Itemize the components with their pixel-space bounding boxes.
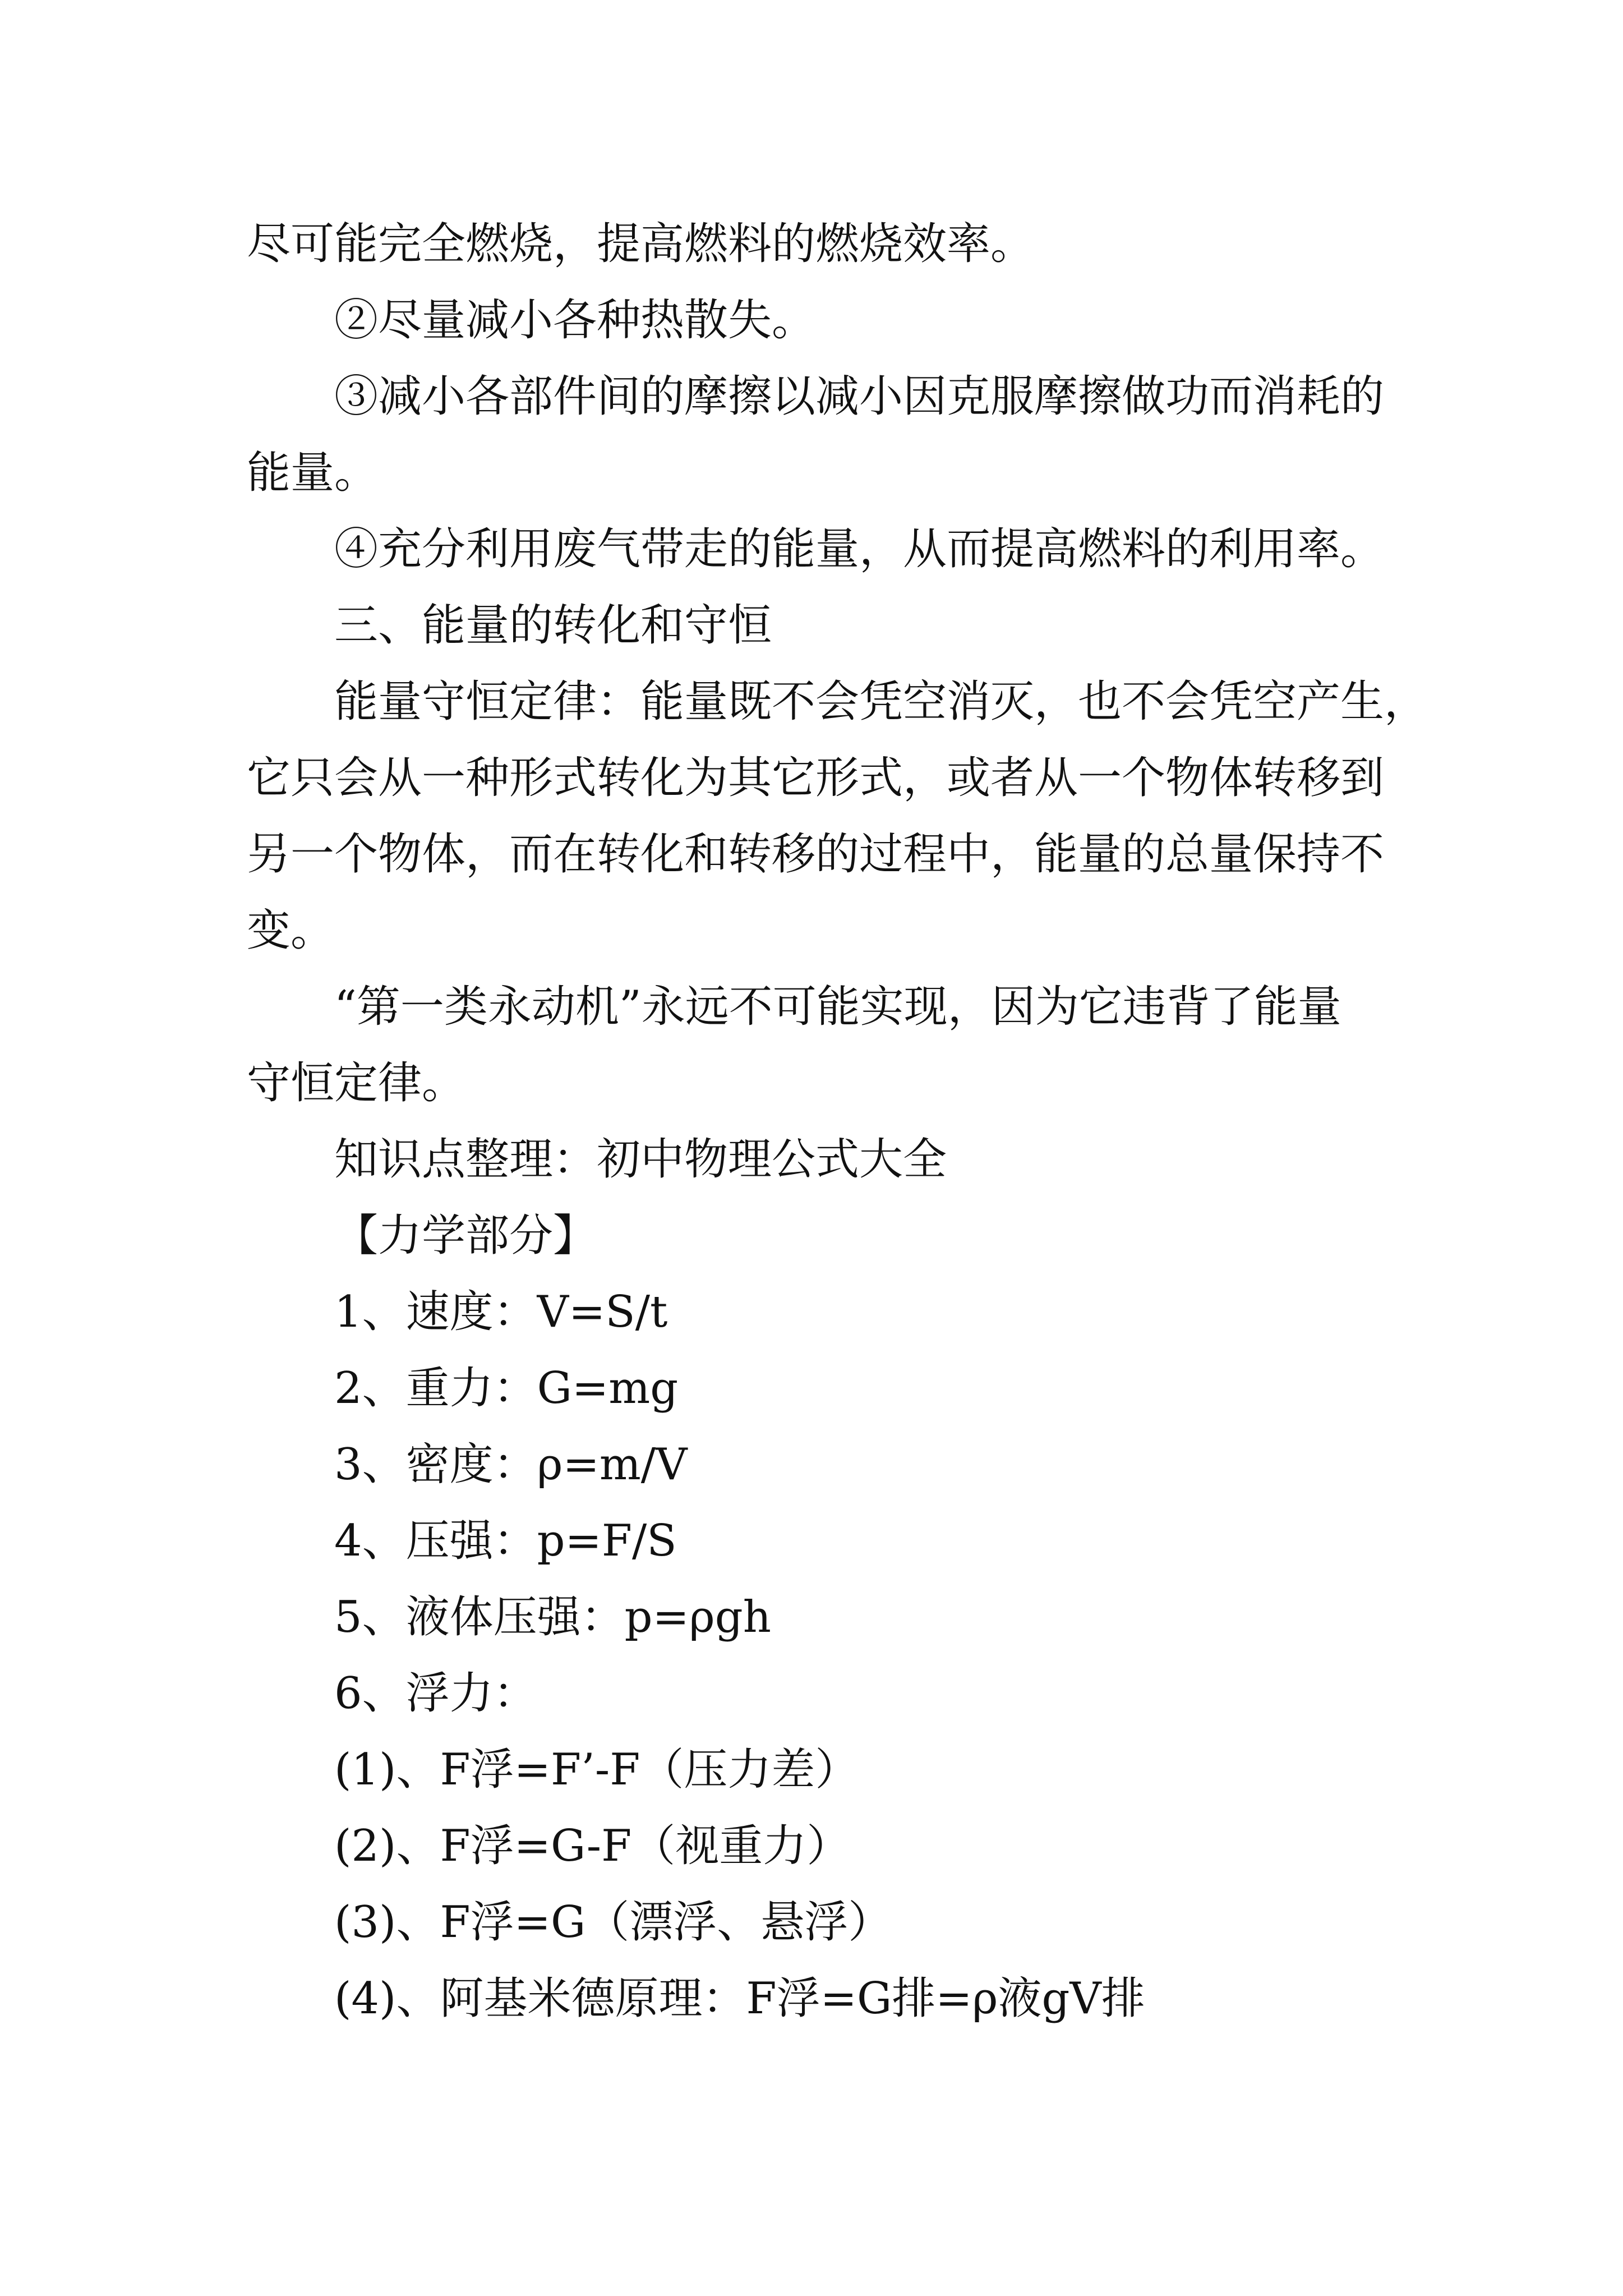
body-line: 另一个物体，而在转化和转移的过程中，能量的总量保持不 <box>247 829 1385 880</box>
body-line: ②尽量减小各种热散失。 <box>334 295 816 346</box>
section-heading: 【力学部分】 <box>334 1211 597 1261</box>
formula-line: 5、液体压强：p=ρgh <box>334 1592 771 1642</box>
body-line: 守恒定律。 <box>247 1058 466 1108</box>
body-line: ④充分利用废气带走的能量，从而提高燃料的利用率。 <box>334 524 1385 574</box>
body-line: “第一类永动机”永远不可能实现，因为它违背了能量 <box>334 982 1341 1032</box>
body-line: 能量守恒定律：能量既不会凭空消灭，也不会凭空产生， <box>334 677 1428 727</box>
body-line: 变。 <box>247 905 335 956</box>
body-line: 尽可能完全燃烧，提高燃料的燃烧效率。 <box>247 219 1035 269</box>
formula-line: (3)、F浮=G（漂浮、悬浮） <box>334 1897 892 1948</box>
formula-line: 2、重力：G=mg <box>334 1363 679 1414</box>
formula-line: 4、压强：p=F/S <box>334 1516 677 1566</box>
body-line: 能量。 <box>247 448 379 498</box>
formula-line: (1)、F浮=F’-F（压力差） <box>334 1745 859 1795</box>
formula-line: (4)、阿基米德原理：F浮=G排=ρ液gV排 <box>334 1973 1145 2024</box>
formula-line: (2)、F浮=G-F（视重力） <box>334 1821 851 1871</box>
body-line: 它只会从一种形式转化为其它形式，或者从一个物体转移到 <box>247 753 1385 803</box>
section-heading: 知识点整理：初中物理公式大全 <box>334 1134 947 1185</box>
body-line: ③减小各部件间的摩擦以减小因克服摩擦做功而消耗的 <box>334 371 1385 422</box>
formula-line: 6、浮力： <box>334 1668 537 1719</box>
formula-line: 3、密度：ρ=m/V <box>334 1439 688 1490</box>
formula-line: 1、速度：V=S/t <box>334 1287 668 1337</box>
section-heading: 三、能量的转化和守恒 <box>334 600 772 651</box>
